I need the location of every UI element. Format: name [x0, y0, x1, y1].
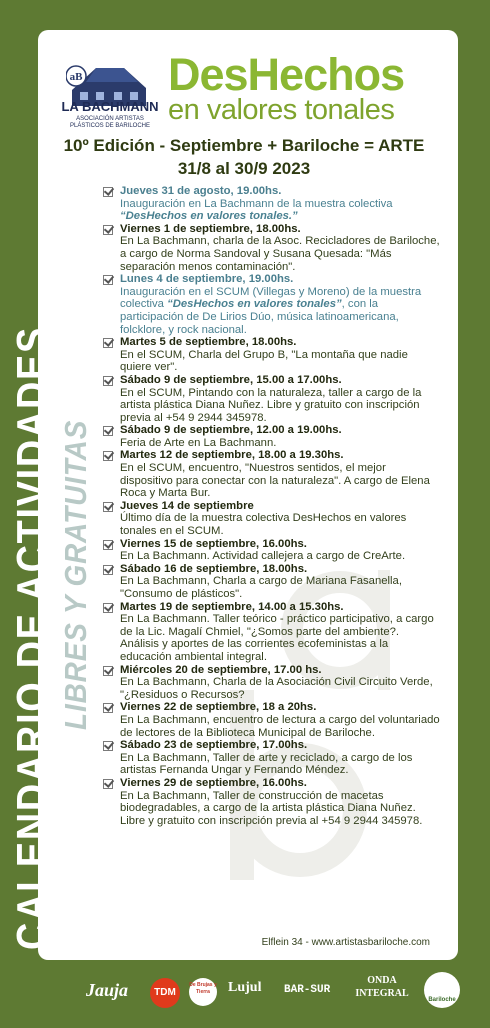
event-heading: Jueves 31 de agosto, 19.00hs.	[120, 185, 282, 197]
event-body: En La Bachmann, Taller de arte y reciclado, a cargo de los artistas Fernanda Ungar y Fernando Méndez.	[120, 751, 413, 777]
checkbox-icon	[103, 779, 113, 789]
checkbox-icon	[103, 741, 113, 751]
event-heading: Miércoles 20 de septiembre, 17.00 hs.	[120, 663, 322, 676]
event-item	[100, 601, 440, 664]
sponsor-bar-sur: BAR-SUR	[284, 984, 331, 996]
event-item	[100, 273, 440, 336]
event-item	[100, 538, 440, 563]
event-heading: Martes 12 de septiembre, 18.00 a 19.30hs.	[120, 449, 344, 462]
edition-line: 10º Edición - Septiembre + Bariloche = ARTE	[63, 136, 425, 155]
checkbox-icon	[103, 565, 113, 575]
event-body: En La Bachmann. Taller teórico - práctico participativo, a cargo de la Lic. Magalí Chmiel, "¿Somos parte del ambiente?. Análisis y aportes de las corrientes ecofeministas a la educación ambiental integral.	[120, 613, 434, 663]
sponsor-jauja: Jauja	[86, 980, 129, 1000]
event-heading: Sábado 16 de septiembre, 18.00hs.	[120, 562, 308, 575]
checkbox-icon	[103, 540, 113, 550]
event-item	[100, 777, 440, 827]
vertical-subtitle: LIBRES Y GRATUITAS	[58, 419, 93, 730]
event-body: Último día de la muestra colectiva DesHechos en valores tonales en el SCUM.	[120, 512, 407, 538]
event-item	[100, 374, 440, 424]
logo-mark: aB	[69, 71, 83, 83]
checkbox-icon	[103, 502, 113, 512]
logo-subtitle: ASOCIACIÓN ARTISTAS PLÁSTICOS DE BARILOCHE	[69, 116, 151, 129]
checkbox-icon	[103, 451, 113, 461]
sponsor-tdm: TDM	[150, 978, 180, 1008]
event-body: Feria de Arte en La Bachmann.	[120, 436, 277, 449]
event-item	[100, 500, 440, 538]
event-body: En La Bachmann. Actividad callejera a cargo de CreArte.	[120, 550, 406, 563]
event-heading: Martes 19 de septiembre, 14.00 a 15.30hs.	[120, 600, 344, 613]
event-body: Inauguración en La Bachmann de la muestra colectiva “DesHechos en valores tonales.”	[120, 197, 393, 223]
main-title: DesHechos	[168, 49, 405, 100]
event-body: En La Bachmann, Charla de la Asociación Civil Circuito Verde, "¿Residuos o Recursos?	[120, 676, 433, 701]
checkbox-icon	[103, 703, 113, 713]
event-item	[100, 449, 440, 499]
event-body: En el SCUM, encuentro, "Nuestros sentidos, el mejor dispositivo para conectar con la naturaleza". A cargo de Elena Roca y Marta Bur.	[120, 462, 430, 500]
event-heading: Sábado 9 de septiembre, 15.00 a 17.00hs.	[120, 373, 342, 386]
event-item	[100, 185, 440, 223]
event-body: En La Bachmann, Charla a cargo de Mariana Fasanella, "Consumo de plásticos".	[120, 575, 402, 600]
event-list	[100, 185, 440, 827]
checkbox-icon	[103, 275, 113, 285]
event-item	[100, 563, 440, 601]
event-heading: Viernes 1 de septiembre, 18.00hs.	[120, 222, 301, 235]
event-heading: Viernes 22 de septiembre, 18 a 20hs.	[120, 701, 317, 714]
checkbox-icon	[103, 666, 113, 676]
event-body: En La Bachmann, charla de la Asoc. Recicladores de Bariloche, a cargo de Norma Sandoval y Susana Quesada: "Más separación menos contaminación".	[120, 235, 440, 273]
event-heading: Viernes 29 de septiembre, 16.00hs.	[120, 776, 307, 789]
event-body: En La Bachmann, encuentro de lectura a cargo del voluntariado de lectores de la Biblioteca Municipal de Bariloche.	[120, 713, 440, 739]
event-body: Inauguración en el SCUM (Villegas y Moreno) de la muestra colectiva “DesHechos en valores tonales”, con la participación de De Lirios Dúo, música latinoamericana, folcklore, y rock nacional.	[120, 285, 422, 336]
event-item	[100, 336, 440, 374]
event-heading: Sábado 9 de septiembre, 12.00 a 19.00hs.	[120, 424, 342, 437]
sponsor-bariloche: Bariloche	[424, 972, 460, 1008]
event-body: En La Bachmann, Taller de construcción de macetas biodegradables, a cargo de la artista plástica Diana Nuñez. Libre y gratuito con inscripción previa al +54 9 2944 345978.	[120, 789, 423, 827]
main-subtitle: en valores tonales	[168, 94, 395, 126]
event-heading: Lunes 4 de septiembre, 19.00hs.	[120, 273, 294, 286]
checkbox-icon	[103, 603, 113, 613]
checkbox-icon	[103, 187, 113, 197]
event-heading: Jueves 14 de septiembre	[120, 499, 254, 512]
checkbox-icon	[103, 426, 113, 436]
event-item	[100, 424, 440, 449]
sponsor-onda-integral: ONDA INTEGRAL	[355, 975, 409, 999]
checkbox-icon	[103, 338, 113, 348]
event-item	[100, 701, 440, 739]
exhibition-name: “DesHechos en valores tonales”	[167, 298, 342, 311]
event-heading: Martes 5 de septiembre, 18.00hs.	[120, 336, 297, 349]
sponsor-bar	[0, 966, 490, 1020]
vertical-title: CALENDARIO DE ACTIVIDADES	[8, 326, 57, 951]
event-item	[100, 664, 440, 702]
event-item	[100, 739, 440, 777]
event-body: En el SCUM, Charla del Grupo B, "La montaña que nadie quiere ver".	[120, 348, 408, 374]
event-body: En el SCUM, Pintando con la naturaleza, taller a cargo de la artista plástica Diana Nuñez. Libre y gratuito con inscripción previa al +54 9 2944 345978.	[120, 386, 422, 424]
event-item	[100, 223, 440, 273]
logo-name: LA BACHMANN	[61, 99, 159, 114]
checkbox-icon	[103, 376, 113, 386]
event-heading: Viernes 15 de septiembre, 16.00hs.	[120, 537, 307, 550]
date-range: 31/8 al 30/9 2023	[177, 159, 311, 178]
exhibition-name: “DesHechos en valores tonales.”	[120, 210, 298, 223]
la-bachmann-logo	[50, 54, 158, 134]
footer-address: Elflein 34 - www.artistasbariloche.com	[261, 937, 430, 948]
checkbox-icon	[103, 225, 113, 235]
sponsor-lujul: Lujul	[228, 980, 262, 995]
sponsor-de-brujas: De Brujas y Tierra	[189, 978, 217, 1006]
event-heading: Sábado 23 de septiembre, 17.00hs.	[120, 739, 308, 752]
